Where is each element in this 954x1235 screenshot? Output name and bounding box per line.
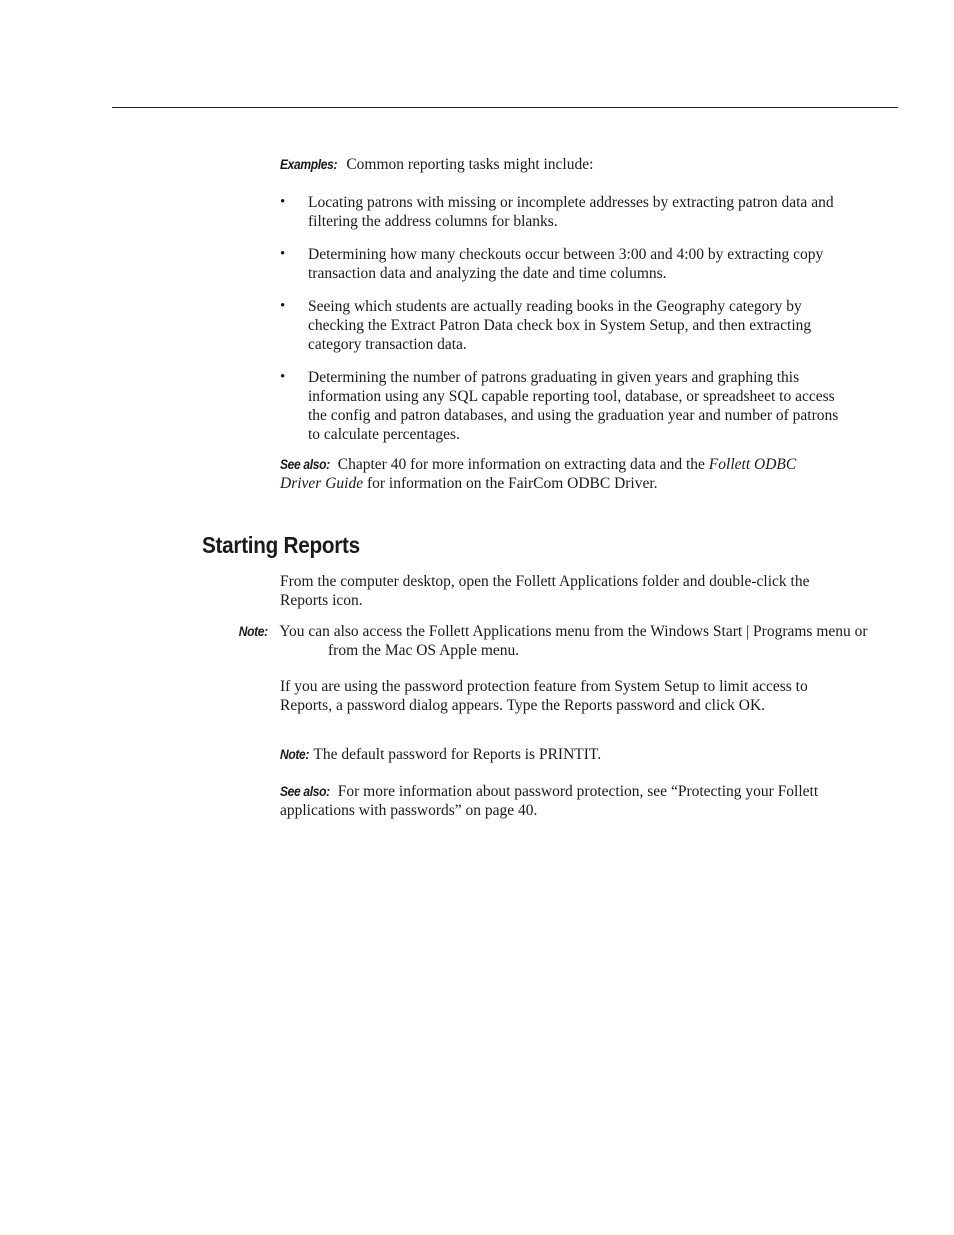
header-rule [112,107,898,108]
examples-list [280,193,840,444]
section-heading: Starting Reports [202,532,360,558]
note-menu-access: Note: You can also access the Follett Applications menu from the Windows Start | Programs menu or from the Mac OS Apple menu. [238,623,868,659]
see-also-label: See also: [280,456,330,472]
note-default-password: Note: The default password for Reports is PRINTIT. [280,746,602,763]
see-also-password: See also: For more information about password protection, see “Protecting your Follett applications with passwords” on page 40. [280,783,819,819]
see-also-label: See also: [280,783,330,799]
open-reports-paragraph: From the computer desktop, open the Follett Applications folder and double-click the Reports icon. [280,573,810,609]
list-item: • Determining the number of patrons graduating in given years and graphing this information using any SQL capable reporting tool, database, or spreadsheet to access the config and patron databases, and using the graduation year and number of patrons to calculate percentages. [280,368,840,444]
password-paragraph: If you are using the password protection feature from System Setup to limit access to Reports, a password dialog appears. Type the Reports password and click OK. [280,678,808,714]
guide-title: Follett ODBC Driver Guide [280,456,797,492]
list-item: • Seeing which students are actually reading books in the Geography category by checking the Extract Patron Data check box in System Setup, and then extracting category transaction data. [280,297,840,354]
examples-label: Examples: [280,156,338,172]
examples-intro [280,155,840,174]
see-also-extracting: See also: Chapter 40 for more information on extracting data and the Follett ODBC Driver Guide for information on the FairCom ODBC Driver. [280,456,797,492]
note-label: Note: [280,746,310,762]
list-item: • Locating patrons with missing or incomplete addresses by extracting patron data and filtering the address columns for blanks. [280,193,840,231]
examples-text: Common reporting tasks might include: [346,156,594,173]
list-item: • Determining how many checkouts occur between 3:00 and 4:00 by extracting copy transaction data and analyzing the date and time columns. [280,245,840,283]
